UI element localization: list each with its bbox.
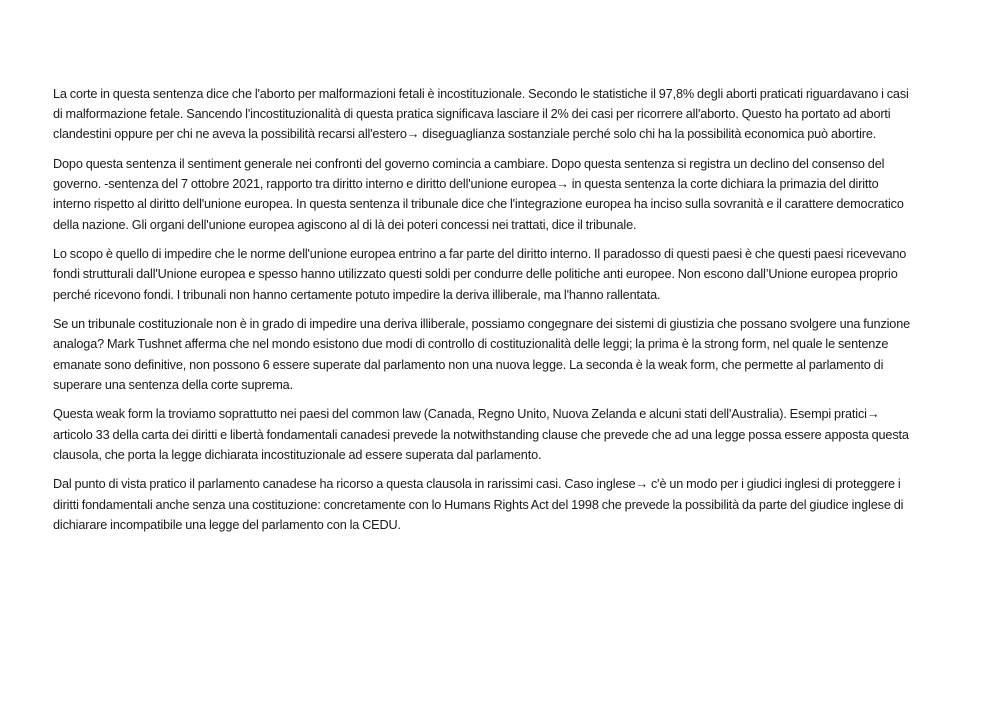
paragraph-weak-form-common-law: Questa weak form la troviamo soprattutto nei paesi del common law (Canada, Regno Unito, Nuova Zelanda e alcuni stati dell'Australia). Esempi pratici→ articolo 33 della carta dei diritti e libertà fondamentali canadesi prevede la notwithstanding clause che prevede che ad una legge possa essere apposta questa clausola, che porta la legge dichiarata incostituzionale ad essere superata dal parlamento. (53, 407, 909, 462)
document-body (53, 84, 919, 544)
paragraph-government-consensus: Dopo questa sentenza il sentiment generale nei confronti del governo comincia a cambiare. Dopo questa sentenza si registra un declino del consenso del governo. -sentenza del 7 ottobre 2021, rapporto tra diritto interno e diritto dell'unione europea→ in questa sentenza la corte dichiara la primazia del diritto interno rispetto al diritto dell'unione europea. In questa sentenza il tribunale dice che l'integrazione europea ha inciso sulla sovranità e il carattere democratico della nazione. Gli organi dell'unione europea agiscono al di là dei poteri concessi nei trattati, dice il tribunale. (53, 157, 904, 232)
paragraph-eu-norms: Lo scopo è quello di impedire che le norme dell'unione europea entrino a far parte del diritto interno. Il paradosso di questi paesi è che questi paesi ricevevano fondi strutturali dall'Unione europea e spesso hanno utilizzato questi soldi per condurre delle politiche anti europee. Non escono dall’Unione europea proprio perché ricevono fondi. I tribunali non hanno certamente potuto impedire la deriva illiberale, ma l'hanno rallentata. (53, 247, 907, 302)
paragraph-abortion-ruling: La corte in questa sentenza dice che l'aborto per malformazioni fetali è incostituzionale. Secondo le statistiche il 97,8% degli aborti praticati riguardavano i casi di malformazione fetale. Sancendo l'incostituzionalità di questa pratica significava lasciare il 2% dei casi per ricorrere all'aborto. Questo ha portato ad aborti clandestini oppure per chi ne aveva la possibilità recarsi all'estero→ diseguaglianza sostanziale perché solo chi ha la possibilità economica può abortire. (53, 87, 909, 142)
paragraph-canada-uk-cases: Dal punto di vista pratico il parlamento canadese ha ricorso a questa clausola in rarissimi casi. Caso inglese→ c'è un modo per i giudici inglesi di proteggere i diritti fondamentali anche senza una costituzione: concretamente con lo Humans Rights Act del 1998 che prevede la possibilità da parte del giudice inglese di dichiarare incompatibile una legge del parlamento con la CEDU. (53, 477, 904, 532)
paragraph-tushnet-review-forms: Se un tribunale costituzionale non è in grado di impedire una deriva illiberale, possiamo congegnare dei sistemi di giustizia che possano svolgere una funzione analoga? Mark Tushnet afferma che nel mondo esistono due modi di controllo di costituzionalità delle leggi; la prima è la strong form, nel quale le sentenze emanate sono definitive, non possono 6 essere superate dal parlamento non una nuova legge. La seconda è la weak form, che permette al parlamento di superare una sentenza della corte suprema. (53, 317, 911, 392)
